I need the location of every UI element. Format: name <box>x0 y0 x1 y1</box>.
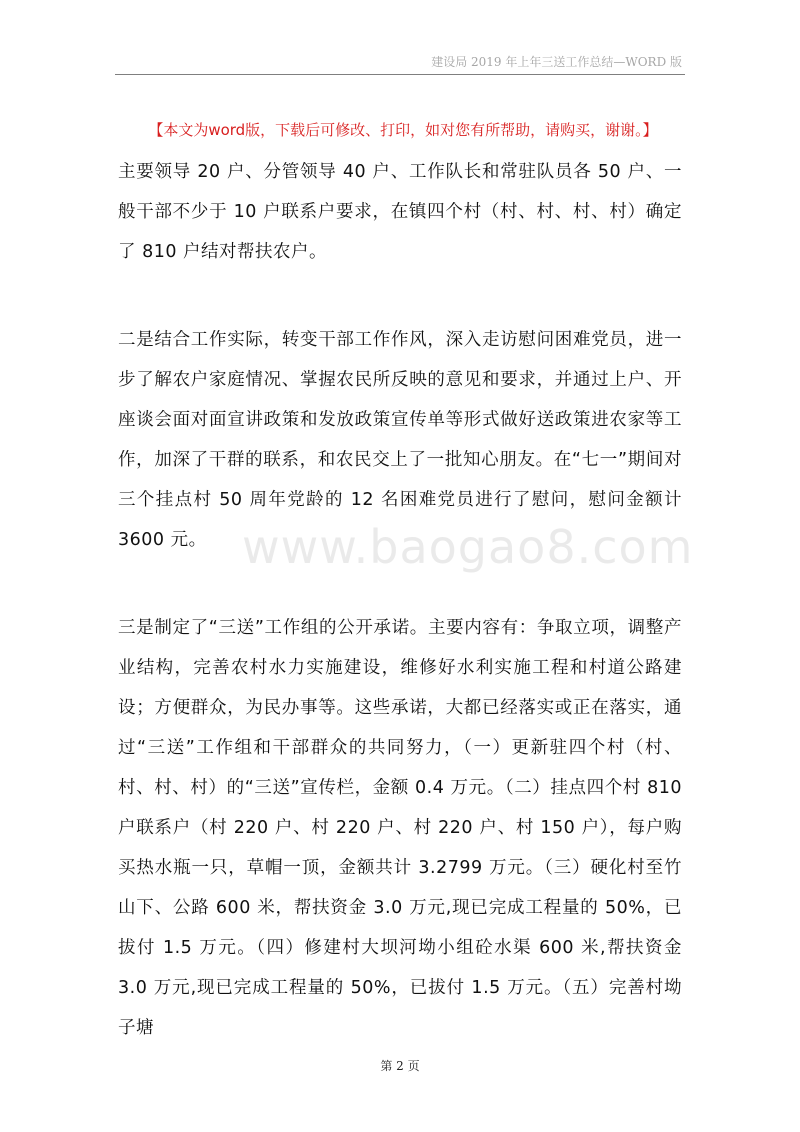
paragraph-2: 二是结合工作实际，转变干部工作作风，深入走访慰问困难党员，进一步了解农户家庭情况、掌握农民所反映的意见和要求，并通过上户、开座谈会面对面宣讲政策和发放政策宣传单等形式做好送政策进农家等工作，加深了干群的联系，和农民交上了一批知心朋友。在“七一”期间对三个挂点村 50 周年党龄的 12 名困难党员进行了慰问，慰问金额计 3600 元。 <box>118 330 682 550</box>
page-number: 第 2 页 <box>380 1059 420 1073</box>
paragraph-1: 主要领导 20 户、分管领导 40 户、工作队长和常驻队员各 50 户、一般干部不少于 10 户联系户要求，在镇四个村（村、村、村、村）确定了 810 户结对帮扶农户。 <box>118 162 682 262</box>
document-body <box>118 152 682 1048</box>
header-divider <box>115 74 685 75</box>
watermark: www.baogao8.com <box>242 520 694 574</box>
paragraph-3: 三是制定了“三送”工作组的公开承诺。主要内容有：争取立项，调整产业结构，完善农村水力实施建设，维修好水利实施工程和村道公路建设；方便群众，为民办事等。这些承诺，大都已经落实或正在落实，通过“三送”工作组和干部群众的共同努力，（一）更新驻四个村（村、村、村、村）的“三送”宣传栏，金额 0.4 万元。（二）挂点四个村 810 户联系户（村 220 户、村 220 户、村 220 户、村 150 户），每户购买热水瓶一只，草帽一顶，金额共计 3.2799 万元。（三）硬化村至竹山下、公路 600 米，帮扶资金 3.0 万元,现已完成工程量的 50%，已拔付 1.5 万元。（四）修建村大坝河坳小组砼水渠 600 米,帮扶资金 3.0 万元,现已完成工程量的 50%，已拔付 1.5 万元。（五）完善村坳子塘 <box>118 618 682 1038</box>
purchase-notice: 【本文为word版，下载后可修改、打印，如对您有所帮助，请购买，谢谢。】 <box>148 121 658 139</box>
document-header-title: 建设局 2019 年上年三送工作总结—WORD 版 <box>431 55 682 69</box>
